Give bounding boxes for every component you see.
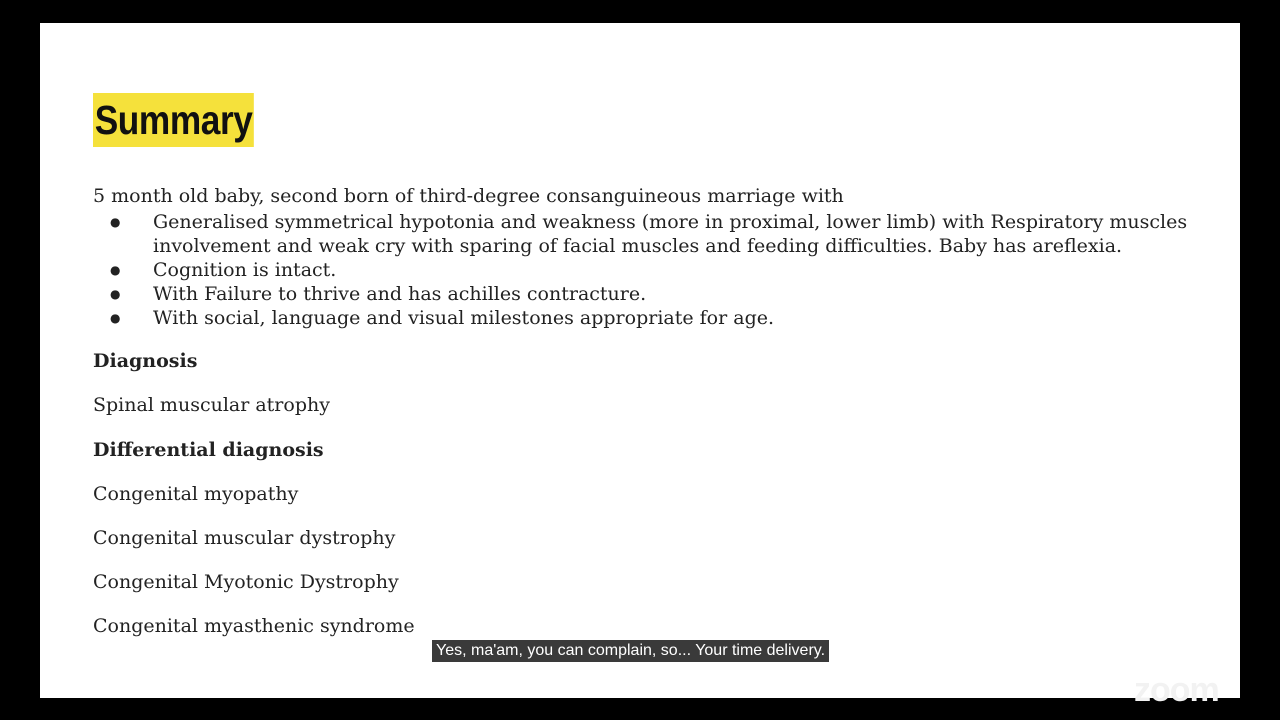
finding-item: ● Cognition is intact.	[93, 258, 1203, 282]
findings-list	[93, 210, 1203, 330]
finding-item: ● With social, language and visual milestones appropriate for age.	[93, 306, 1203, 330]
finding-item: ● Generalised symmetrical hypotonia and weakness (more in proximal, lower limb) with Respiratory muscles involvement and weak cry with sparing of facial muscles and feeding difficulties. Baby has areflexia.	[93, 210, 1203, 258]
differential-item: Congenital myopathy	[93, 483, 299, 505]
zoom-watermark-logo: zoom	[1134, 671, 1219, 709]
differential-item: Congenital myasthenic syndrome	[93, 615, 415, 637]
case-intro: 5 month old baby, second born of third-degree consanguineous marriage with	[93, 185, 844, 207]
slide-title: Summary	[93, 93, 254, 147]
diagnosis-text: Spinal muscular atrophy	[93, 394, 330, 416]
slide-content	[93, 183, 1203, 640]
finding-item: ● With Failure to thrive and has achilles contracture.	[93, 282, 1203, 306]
differential-item: Congenital muscular dystrophy	[93, 527, 396, 549]
diagnosis-heading: Diagnosis	[93, 350, 198, 372]
live-caption: Yes, ma'am, you can complain, so... Your time delivery.	[432, 640, 829, 662]
presentation-slide	[40, 23, 1240, 709]
differential-item: Congenital Myotonic Dystrophy	[93, 571, 399, 593]
differential-heading: Differential diagnosis	[93, 439, 324, 461]
